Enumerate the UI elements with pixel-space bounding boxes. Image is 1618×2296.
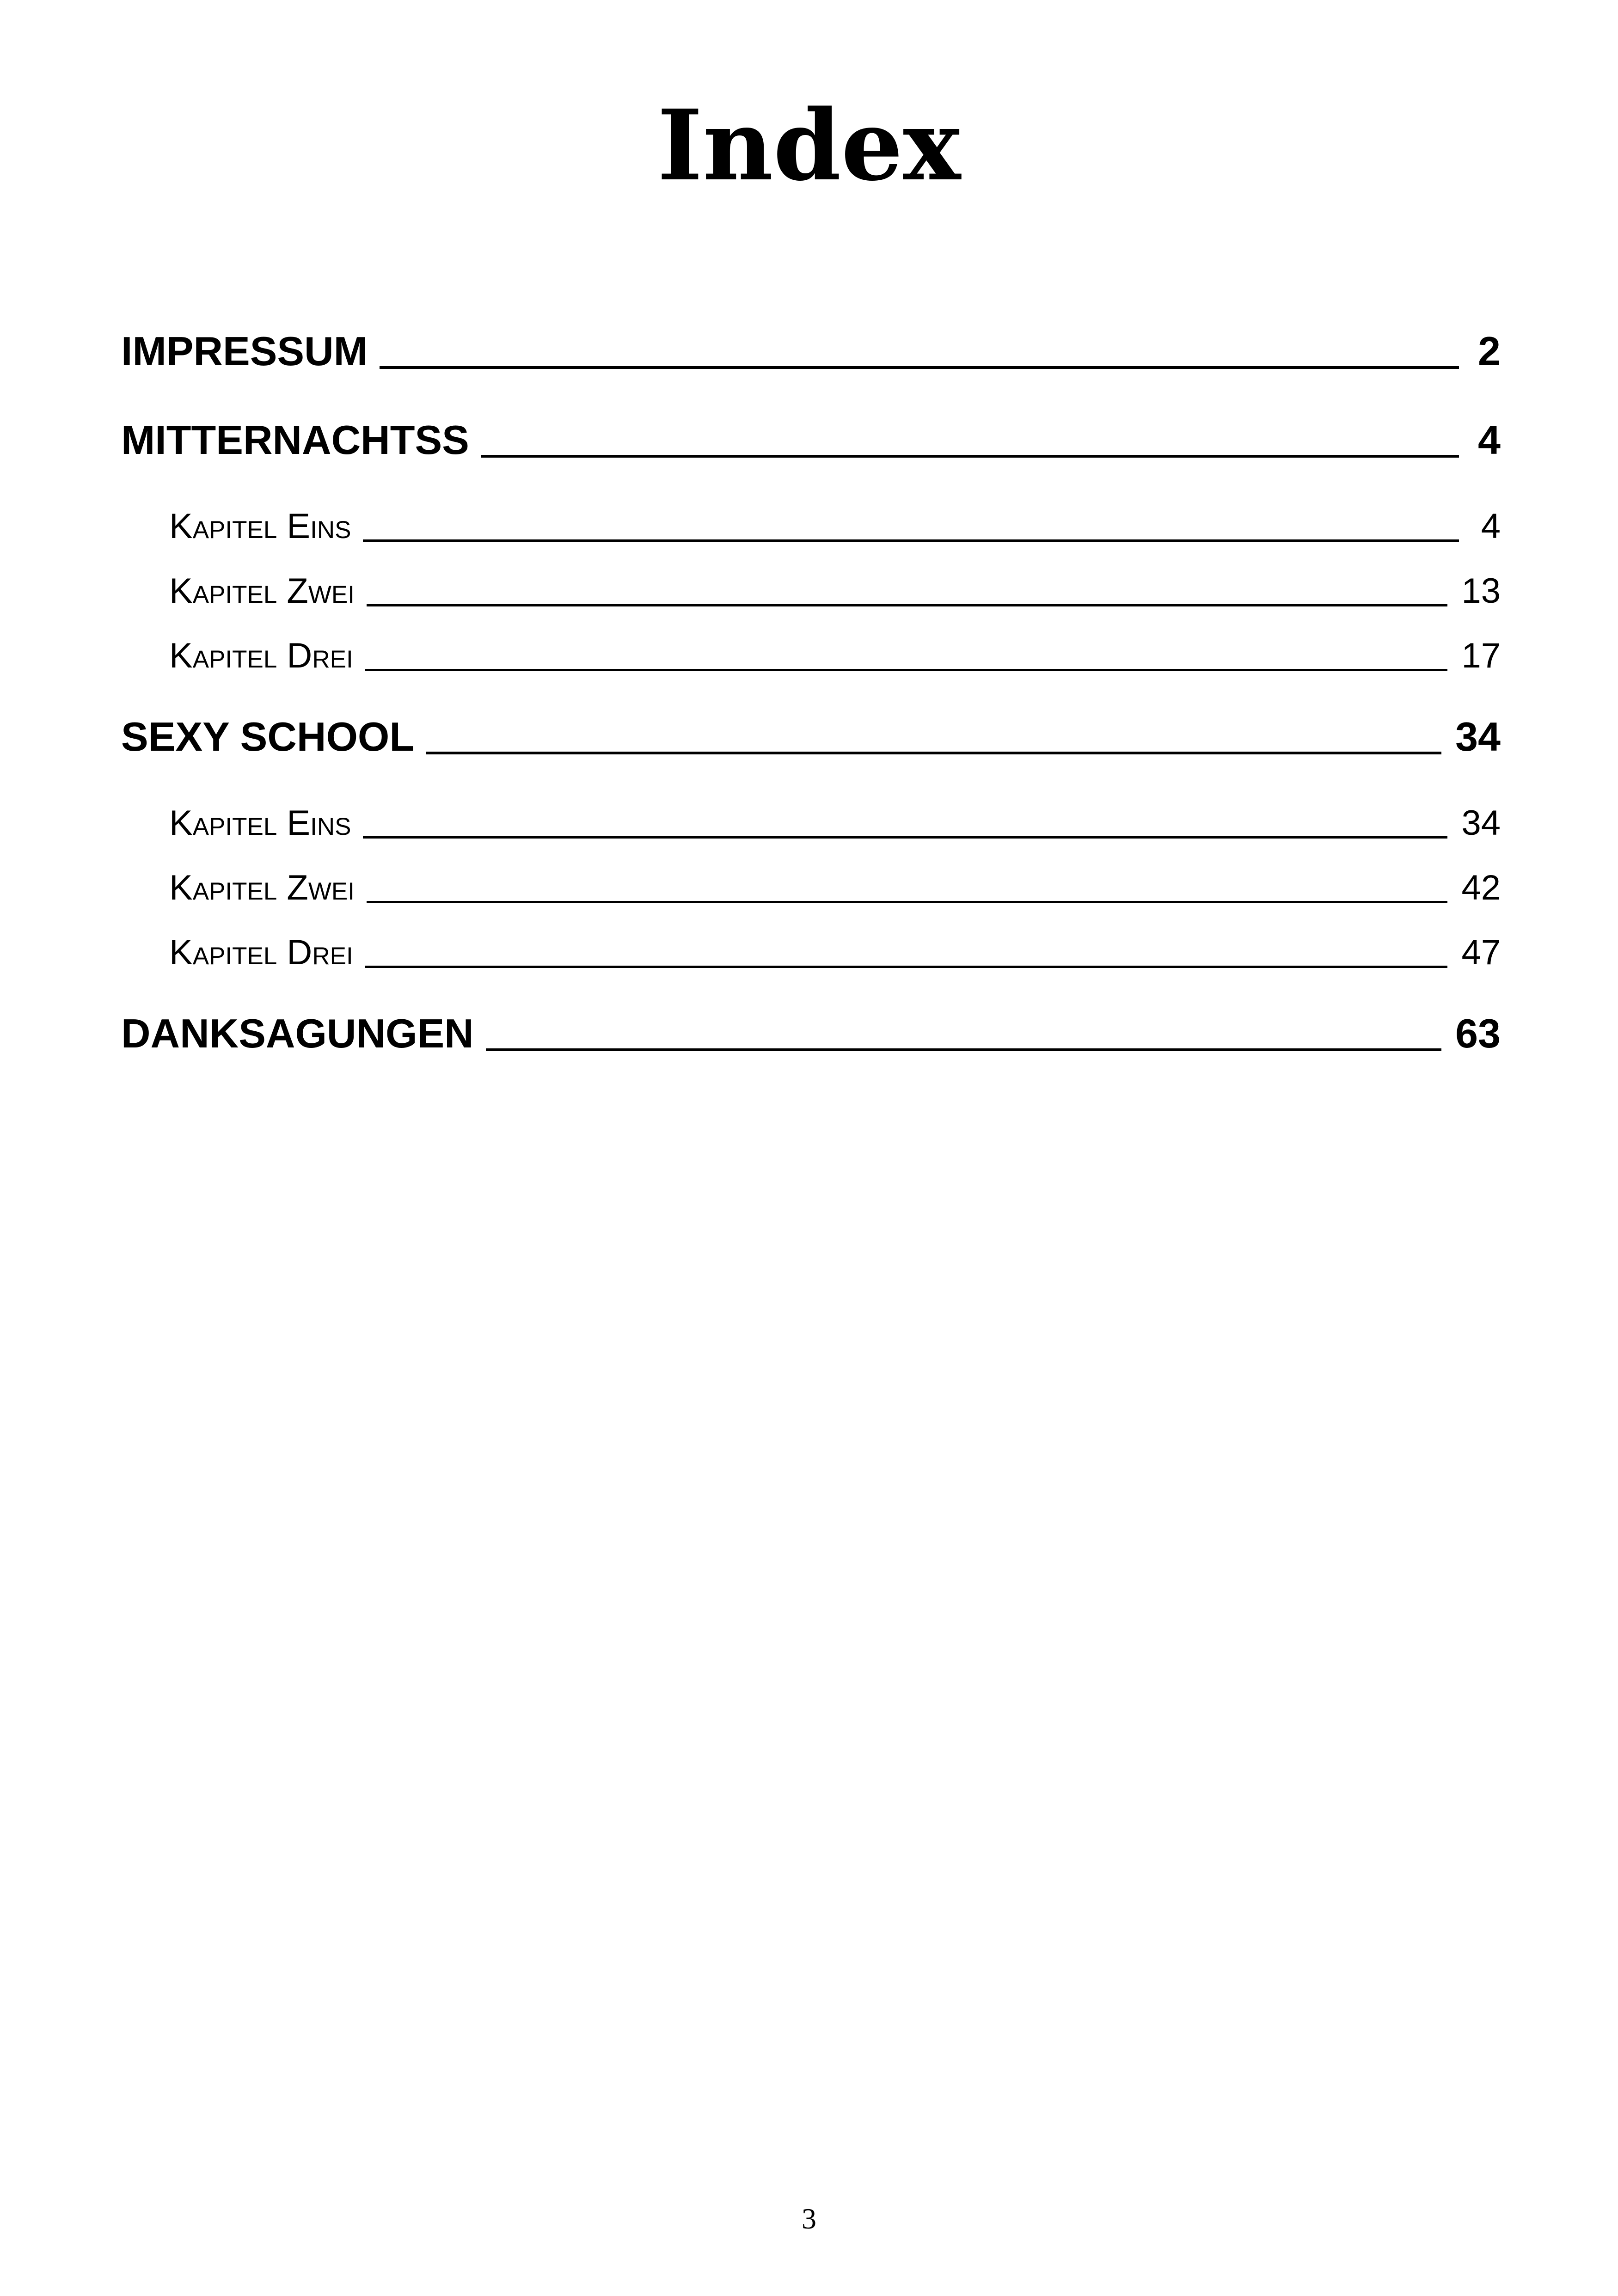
page-number: 3 bbox=[802, 2202, 816, 2235]
toc-leader-line bbox=[365, 966, 1448, 968]
toc-entry-page: 63 bbox=[1455, 1010, 1501, 1056]
toc-leader-line bbox=[481, 455, 1459, 458]
toc-entry-page: 13 bbox=[1461, 571, 1501, 611]
toc-entry-mitternachtss[interactable] bbox=[121, 412, 1501, 468]
toc-subentry-kapitel-drei[interactable] bbox=[121, 631, 1501, 681]
toc-entry-label: IMPRESSUM bbox=[121, 328, 368, 374]
toc-leader-line bbox=[380, 366, 1459, 369]
toc-entry-label: Kapitel Drei bbox=[169, 933, 353, 972]
table-of-contents bbox=[121, 324, 1501, 1095]
toc-leader-line bbox=[426, 752, 1441, 754]
toc-entry-page: 47 bbox=[1461, 933, 1501, 972]
toc-leader-line bbox=[363, 836, 1447, 839]
page-title: Index bbox=[657, 88, 961, 202]
toc-entry-label: Kapitel Eins bbox=[169, 803, 351, 843]
toc-entry-page: 4 bbox=[1478, 417, 1501, 463]
toc-entry-page: 4 bbox=[1481, 507, 1501, 546]
toc-entry-page: 42 bbox=[1461, 868, 1501, 907]
toc-leader-line bbox=[363, 539, 1459, 542]
toc-entry-page: 34 bbox=[1461, 803, 1501, 843]
toc-entry-sexy-school[interactable] bbox=[121, 709, 1501, 765]
toc-entry-page: 34 bbox=[1455, 714, 1501, 759]
toc-subentry-kapitel-eins[interactable] bbox=[121, 798, 1501, 849]
toc-entry-danksagungen[interactable] bbox=[121, 1006, 1501, 1061]
toc-subentry-kapitel-eins[interactable] bbox=[121, 501, 1501, 552]
toc-subentry-kapitel-zwei[interactable] bbox=[121, 566, 1501, 617]
toc-entry-label: MITTERNACHTSS bbox=[121, 417, 469, 463]
toc-leader-line bbox=[367, 901, 1447, 903]
toc-entry-page: 2 bbox=[1478, 328, 1501, 374]
toc-entry-impressum[interactable] bbox=[121, 324, 1501, 379]
toc-entry-label: SEXY SCHOOL bbox=[121, 714, 415, 759]
toc-entry-label: DANKSAGUNGEN bbox=[121, 1010, 474, 1056]
toc-entry-label: Kapitel Zwei bbox=[169, 571, 355, 611]
toc-subentry-kapitel-drei[interactable] bbox=[121, 927, 1501, 978]
toc-entry-label: Kapitel Drei bbox=[169, 636, 353, 675]
toc-leader-line bbox=[365, 669, 1448, 671]
toc-leader-line bbox=[367, 604, 1447, 606]
toc-subentry-kapitel-zwei[interactable] bbox=[121, 863, 1501, 913]
toc-entry-page: 17 bbox=[1461, 636, 1501, 675]
toc-leader-line bbox=[486, 1048, 1441, 1051]
toc-entry-label: Kapitel Eins bbox=[169, 507, 351, 546]
toc-entry-label: Kapitel Zwei bbox=[169, 868, 355, 907]
